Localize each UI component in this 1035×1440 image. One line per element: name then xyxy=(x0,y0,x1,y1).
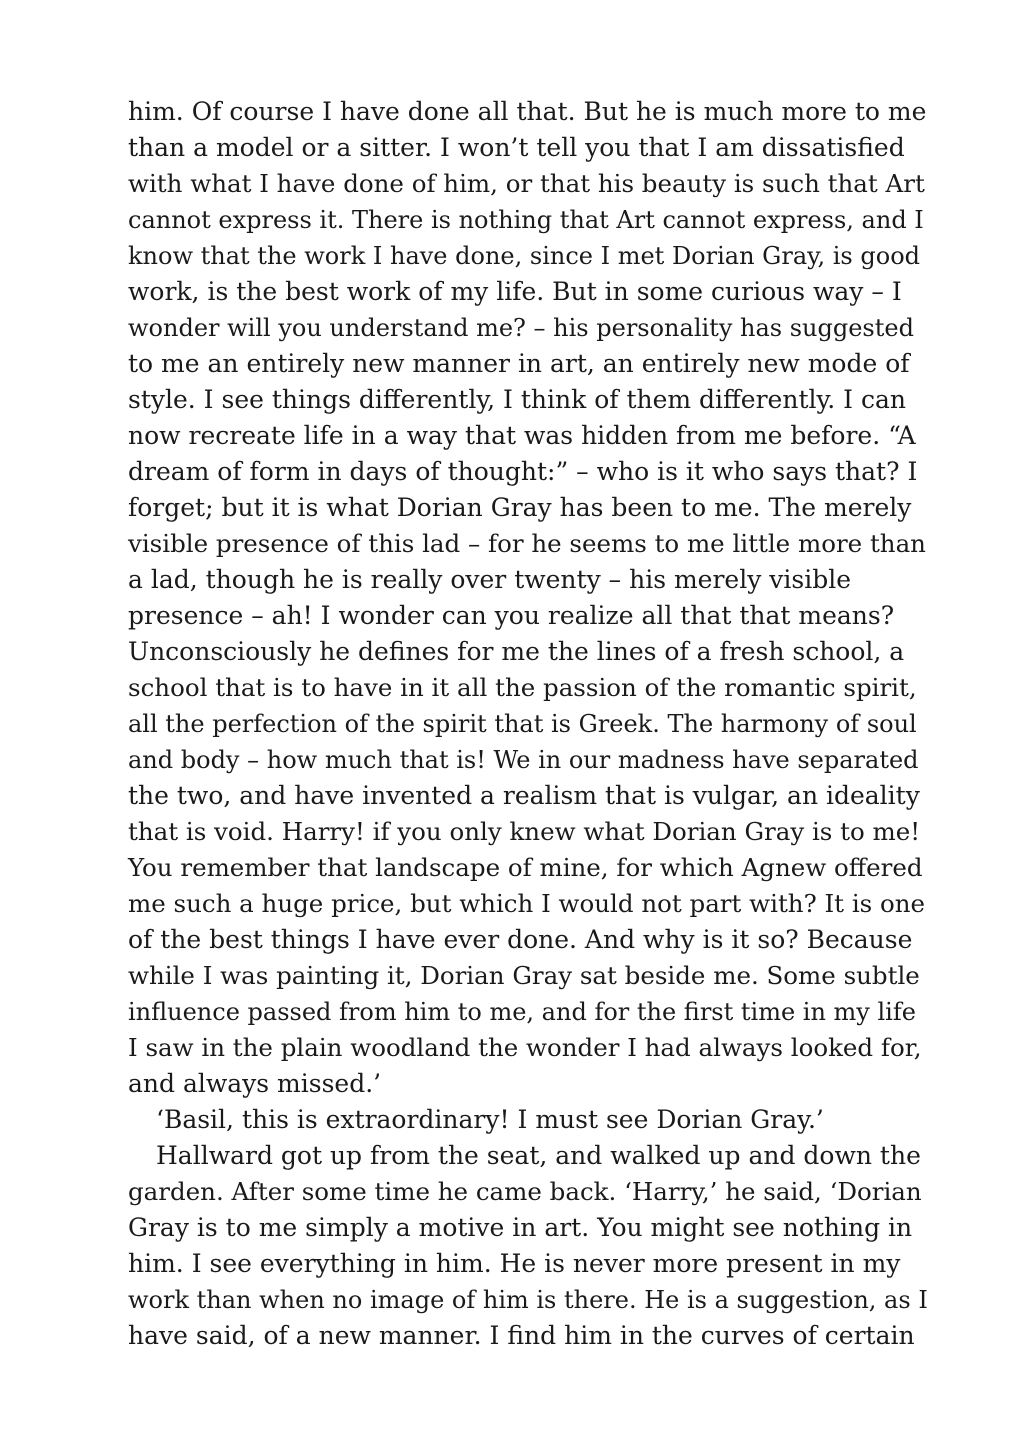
text-line: a lad, though he is really over twenty – his merely visible xyxy=(128,565,852,594)
text-line: me such a huge price, but which I would not part with? It is one xyxy=(128,889,926,918)
text-line: school that is to have in it all the passion of the romantic spirit, xyxy=(128,673,917,702)
text-line: presence – ah! I wonder can you realize all that that means? xyxy=(128,601,895,630)
text-line: and body – how much that is! We in our madness have separated xyxy=(128,746,919,774)
text-line: while I was painting it, Dorian Gray sat beside me. Some subtle xyxy=(128,961,920,990)
text-line: all the perfection of the spirit that is Greek. The harmony of soul xyxy=(128,710,917,738)
text-line: than a model or a sitter. I won’t tell you that I am dissatisfied xyxy=(128,133,905,162)
text-line: that is void. Harry! if you only knew what Dorian Gray is to me! xyxy=(128,817,921,846)
text-line: forget; but it is what Dorian Gray has been to me. The merely xyxy=(128,493,912,522)
body-text xyxy=(128,94,928,1354)
text-line: and always missed.’ xyxy=(128,1069,382,1098)
text-line: of the best things I have ever done. And why is it so? Because xyxy=(128,925,913,954)
text-line: the two, and have invented a realism that is vulgar, an ideality xyxy=(128,781,920,810)
text-line: influence passed from him to me, and for the first time in my life xyxy=(128,998,916,1026)
text-line: him. Of course I have done all that. But he is much more to me xyxy=(128,97,927,126)
paragraph-first-line: Hallward got up from the seat, and walked up and down the xyxy=(156,1141,921,1170)
text-line: You remember that landscape of mine, for which Agnew offered xyxy=(128,853,923,882)
text-line: have said, of a new manner. I find him in the curves of certain xyxy=(128,1321,915,1350)
text-line: Gray is to me simply a motive in art. You might see nothing in xyxy=(128,1213,913,1242)
text-line: visible presence of this lad – for he seems to me little more than xyxy=(128,529,926,558)
text-line: work than when no image of him is there. He is a suggestion, as I xyxy=(128,1286,928,1314)
text-line: dream of form in days of thought:” – who is it who says that? I xyxy=(128,457,918,486)
text-line: style. I see things differently, I think of them differently. I can xyxy=(128,385,907,414)
text-line: I saw in the plain woodland the wonder I had always looked for, xyxy=(128,1033,922,1062)
text-line: with what I have done of him, or that his beauty is such that Art xyxy=(128,169,925,198)
text-line: now recreate life in a way that was hidden from me before. “A xyxy=(128,421,916,450)
text-line: know that the work I have done, since I met Dorian Gray, is good xyxy=(128,242,920,270)
text-line: work, is the best work of my life. But in some curious way – I xyxy=(128,277,902,306)
text-line: him. I see everything in him. He is never more present in my xyxy=(128,1249,901,1278)
paragraph-first-line: ‘Basil, this is extraordinary! I must see Dorian Gray.’ xyxy=(156,1105,824,1134)
text-line: Unconsciously he defines for me the lines of a fresh school, a xyxy=(128,637,905,666)
text-line: garden. After some time he came back. ‘Harry,’ he said, ‘Dorian xyxy=(128,1177,922,1206)
text-line: cannot express it. There is nothing that Art cannot express, and I xyxy=(128,206,924,234)
text-line: wonder will you understand me? – his personality has suggested xyxy=(128,314,914,342)
text-line: to me an entirely new manner in art, an entirely new mode of xyxy=(128,349,910,378)
